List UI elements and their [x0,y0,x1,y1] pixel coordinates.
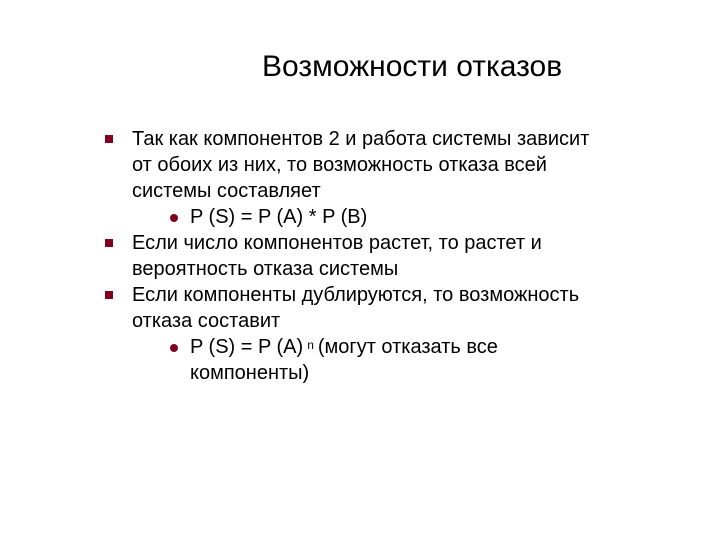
square-bullet-icon [105,291,113,299]
bullet-3-line-1: Если компоненты дублируются, то возможность [132,284,580,306]
formula-product: P (S) = P (A) * P (B) [190,206,368,228]
slide-title: Возможности отказов [262,50,563,83]
round-bullet-icon [170,214,178,222]
round-bullet-icon [170,344,178,352]
bullet-2-line-1: Если число компонентов растет, то растет и [132,232,542,254]
bullet-item-2 [104,230,704,282]
formula-power-base: P (S) = P (A) [190,336,304,358]
formula-power-note: (могут отказать все [317,336,498,358]
square-bullet-icon [105,239,113,247]
formula-power-note-line-2: компоненты) [190,362,310,384]
formula-power-line [190,334,704,360]
bullet-2-line-2: вероятность отказа системы [132,258,399,280]
formula-exponent: n [307,338,314,352]
bullet-1-line-1: Так как компонентов 2 и работа системы зависит [132,128,590,150]
bullet-list [104,126,704,386]
square-bullet-icon [105,135,113,143]
sub-bullet-formula-1 [156,204,704,230]
bullet-1-line-3: системы составляет [132,180,321,202]
sub-bullet-formula-2 [156,334,704,386]
bullet-item-3 [104,282,704,386]
bullet-3-line-2: отказа составит [132,310,281,332]
bullet-item-1 [104,126,704,230]
bullet-1-line-2: от обоих из них, то возможность отказа всей [132,154,547,176]
